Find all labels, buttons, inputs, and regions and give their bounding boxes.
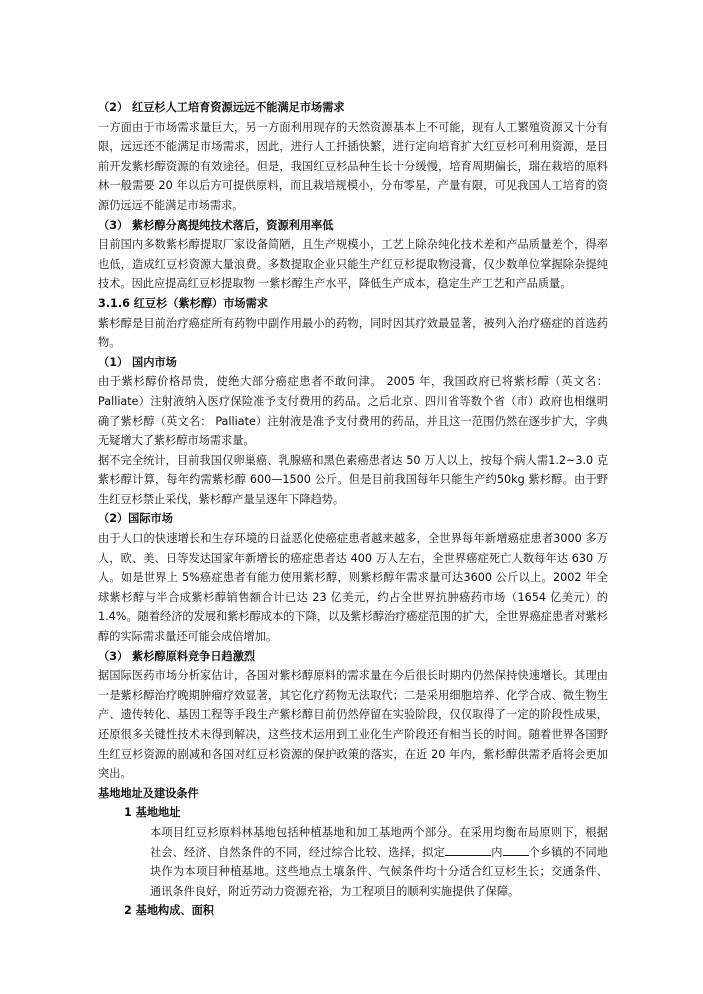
base-section [98,803,608,921]
document-page [98,98,608,921]
blank-county-field [445,843,491,856]
section-heading-separation-tech: （3） 紫杉醇分离提纯技术落后，资源利用率低 [98,218,334,232]
paragraph-separation-tech: 目前国内多数紫杉醇提取厂家设备简陋，且生产规模小，工艺上除杂纯化技术差和产品质量差个，得率也低，造成红豆杉资源大量浪费。多数提取企业只能生产红豆杉提取物浸膏，仅少数单位掌握除杂提纯技术。因此应提高红豆杉提取物 一紫杉醇生产水平，降低生产成本，稳定生产工艺和产品质量。 [98,238,608,291]
paragraph-artificial-resources: 一方面由于市场需求量巨大，另一方面利用现存的天然资源基本上不可能，现有人工繁殖资源又十分有限，远远还不能满足市场需求，因此，进行人工扦插快繁，进行定向培育扩大红豆杉可利用资源，是目前开发紫杉醇资源的有效途径。但是，我国红豆杉品种生长十分缓慢，培育周期偏长，瑞在栽培的原料林一般需要 20 年以后方可提供原料，而且栽培规模小，分布零星，产量有限，可见我国人工培育的资源仍远远不能满足市场需求。 [98,120,608,212]
subheading-base-address: 1 基地地址 [124,806,181,820]
paragraph-international-market: 由于人口的快速增长和生存环境的日益恶化使癌症患者越来越多，全世界每年新增癌症患者3000 多万人，欧、美、日等发达国家年新增长的癌症患者达 400 万人左右，全世界癌症死亡人数每年达 630 万人。如是世界上 5%癌症患者有能力使用紫杉醇，则紫杉醇年需求量可达3600 公斤以上。2002 年全球紫杉醇与半合成紫杉醇销售额合计已达 23 亿美元，约占全世界抗肿癌药市场（1654 亿美元）的 1.4%。随着经济的发展和紫杉醇成本的下降，以及紫杉醇治疗癌症范围的扩大，全世界癌症患者对紫杉醇的实际需求量还可能会成倍增加。 [98,532,608,644]
paragraph-market-demand: 紫杉醇是目前治疗癌症所有药物中副作用最小的药物，同时因其疗效最显著，被列入治疗癌症的首选药物。 [98,316,608,350]
section-heading-base-conditions: 基地地址及建设条件 [98,786,199,800]
base-address-text-b: 内 [491,845,503,859]
paragraph-raw-material-competition: 据国际医药市场分析家估计，各国对紫杉醇原料的需求量在今后很长时期内仍然保持快速增长。其理由一是紫杉醇治疗晚期肿瘤疗效显著，其它化疗药物无法取代；二是采用细胞培养、化学合成、微生物生产、遗传转化、基因工程等手段生产紫杉醇目前仍然停留在实验阶段，仅仅取得了一定的阶段性成果，还原很多关键性技术未得到解决，这些技术运用到工业化生产阶段还有相当长的时间。随着世界各国野生红豆杉资源的剧减和各国对红豆杉资源的保护政策的落实，在近 20 年内，紫杉醇供需矛盾将会更加突出。 [98,669,608,781]
paragraph-base-address [124,823,608,901]
subheading-base-composition: 2 基地构成、面积 [124,904,214,918]
section-heading-international-market: （2）国际市场 [98,512,173,526]
section-heading-market-demand: 3.1.6 红豆杉（紫杉醇）市场需求 [98,296,268,310]
paragraph-domestic-market-1: 由于紫杉醇价格昂贵，使绝大部分癌症患者不敢问津。 2005 年，我国政府已将紫杉醇（英文名：Palliate）注射液纳入医疗保险准予支付费用的药品。之后北京、四川省等数个省（市）政府也相继明确了紫杉醇（英文名： Palliate）注射液是准予支付费用的药品，并且这一范围仍然在逐步扩大，字典无疑增大了紫杉醇市场需求量。 [98,375,608,448]
paragraph-domestic-market-2: 据不完全统计，目前我国仅卵巢癌、乳腺癌和黑色素癌患者达 50 万人以上，按每个病人需1.2~3.0 克紫杉醇计算，每年约需紫杉醇 600—1500 公斤。但是目前我国每年只能生产约50kg 紫杉醇。由于野生红豆杉禁止采伐，紫杉醇产量呈逐年下降趋势。 [98,453,608,506]
section-heading-domestic-market: （1） 国内市场 [98,355,177,369]
base-address-text-a: 本项目红豆杉原料林基地包括种植基地和加工基地两个部分。在采用均衡布局原则下，根据社会、经济、自然条件的不同，经过综合比较、选择，拟定 [150,825,608,859]
section-heading-raw-material-competition: （3） 紫杉醇原料竞争日趋激烈 [98,649,256,663]
base-address-text-c: 个乡镇的不同地块作为本项目种植基地。这些地点土壤条件、气候条件均十分适合红豆杉生长；交通条件、通讯条件良好，附近劳动力资源充裕，为工程项目的顺利实施提供了保障。 [150,845,608,898]
section-heading-artificial-resources: （2） 红豆杉人工培育资源远远不能满足市场需求 [98,101,345,114]
blank-town-count-field [503,843,529,856]
